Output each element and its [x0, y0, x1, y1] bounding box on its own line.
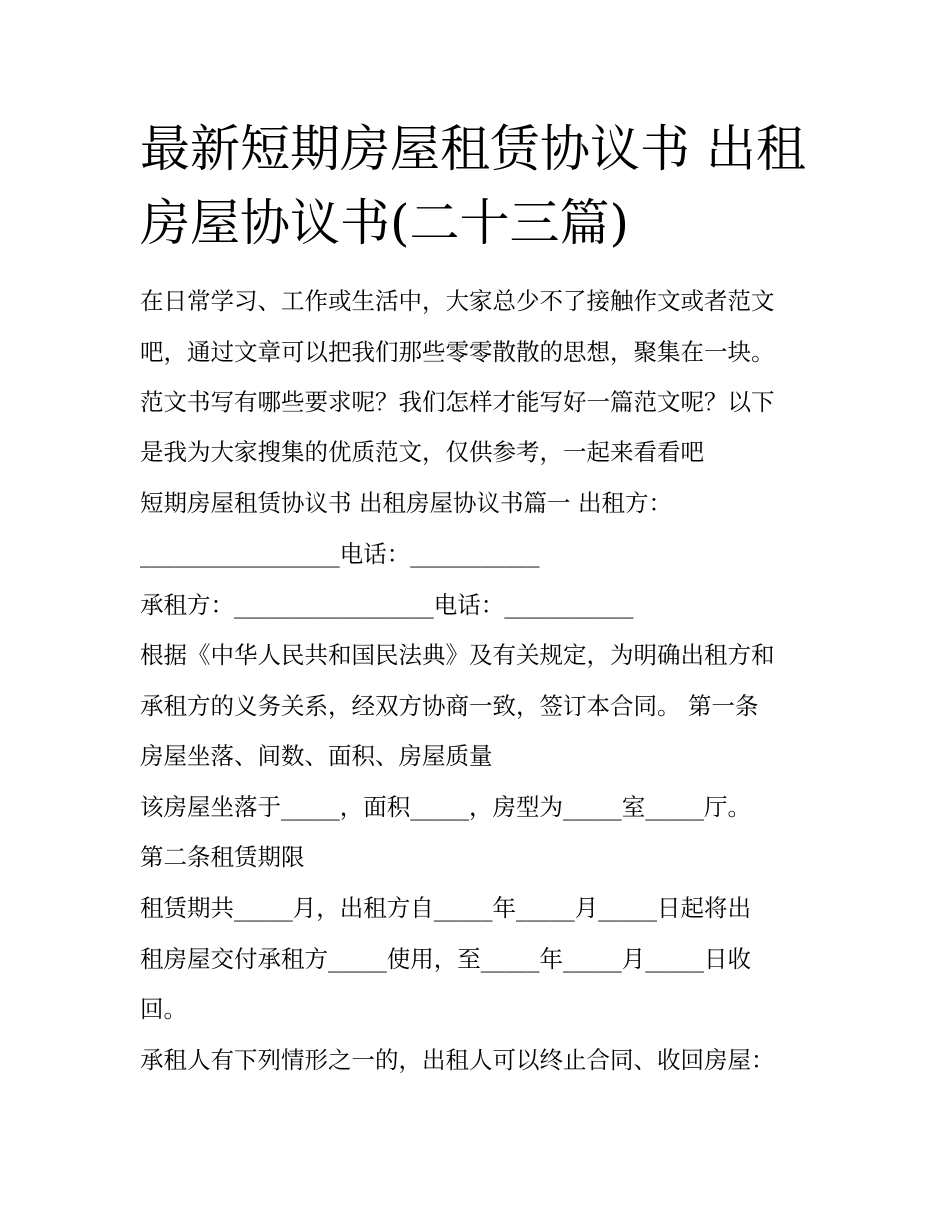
body-line-15: 回。: [140, 995, 187, 1023]
title-line-2: 房屋协议书(二十三篇): [140, 194, 630, 252]
document-title: [140, 112, 820, 260]
title-line-1: 最新短期房屋租赁协议书 出租: [140, 120, 806, 178]
body-line-12: 第二条租赁期限: [140, 843, 305, 871]
body-line-8: 根据《中华人民共和国民法典》及有关规定，为明确出租方和: [140, 641, 775, 669]
body-line-6: _________________电话：___________: [140, 540, 540, 568]
body-line-7: 承租方：_________________电话：___________: [140, 591, 634, 619]
body-line-16: 承租人有下列情形之一的，出租人可以终止合同、收回房屋：: [140, 1046, 775, 1074]
body-line-14: 租房屋交付承租方_____使用，至_____年_____月_____日收: [140, 945, 751, 973]
body-line-13: 租赁期共_____月，出租方自_____年_____月_____日起将出: [140, 894, 751, 922]
body-line-5: 短期房屋租赁协议书 出租房屋协议书篇一 出租方：: [140, 489, 672, 517]
body-line-11: 该房屋坐落于_____，面积_____，房型为_____室_____厅。: [140, 793, 751, 821]
body-line-3: 范文书写有哪些要求呢？我们怎样才能写好一篇范文呢？以下: [140, 388, 775, 416]
body-line-1: 在日常学习、工作或生活中，大家总少不了接触作文或者范文: [140, 287, 775, 315]
body-line-9: 承租方的义务关系，经双方协商一致，签订本合同。 第一条: [140, 692, 759, 720]
body-line-10: 房屋坐落、间数、面积、房屋质量: [140, 742, 493, 770]
body-line-2: 吧，通过文章可以把我们那些零零散散的思想，聚集在一块。: [140, 338, 775, 366]
body-line-4: 是我为大家搜集的优质范文，仅供参考，一起来看看吧: [140, 438, 704, 466]
